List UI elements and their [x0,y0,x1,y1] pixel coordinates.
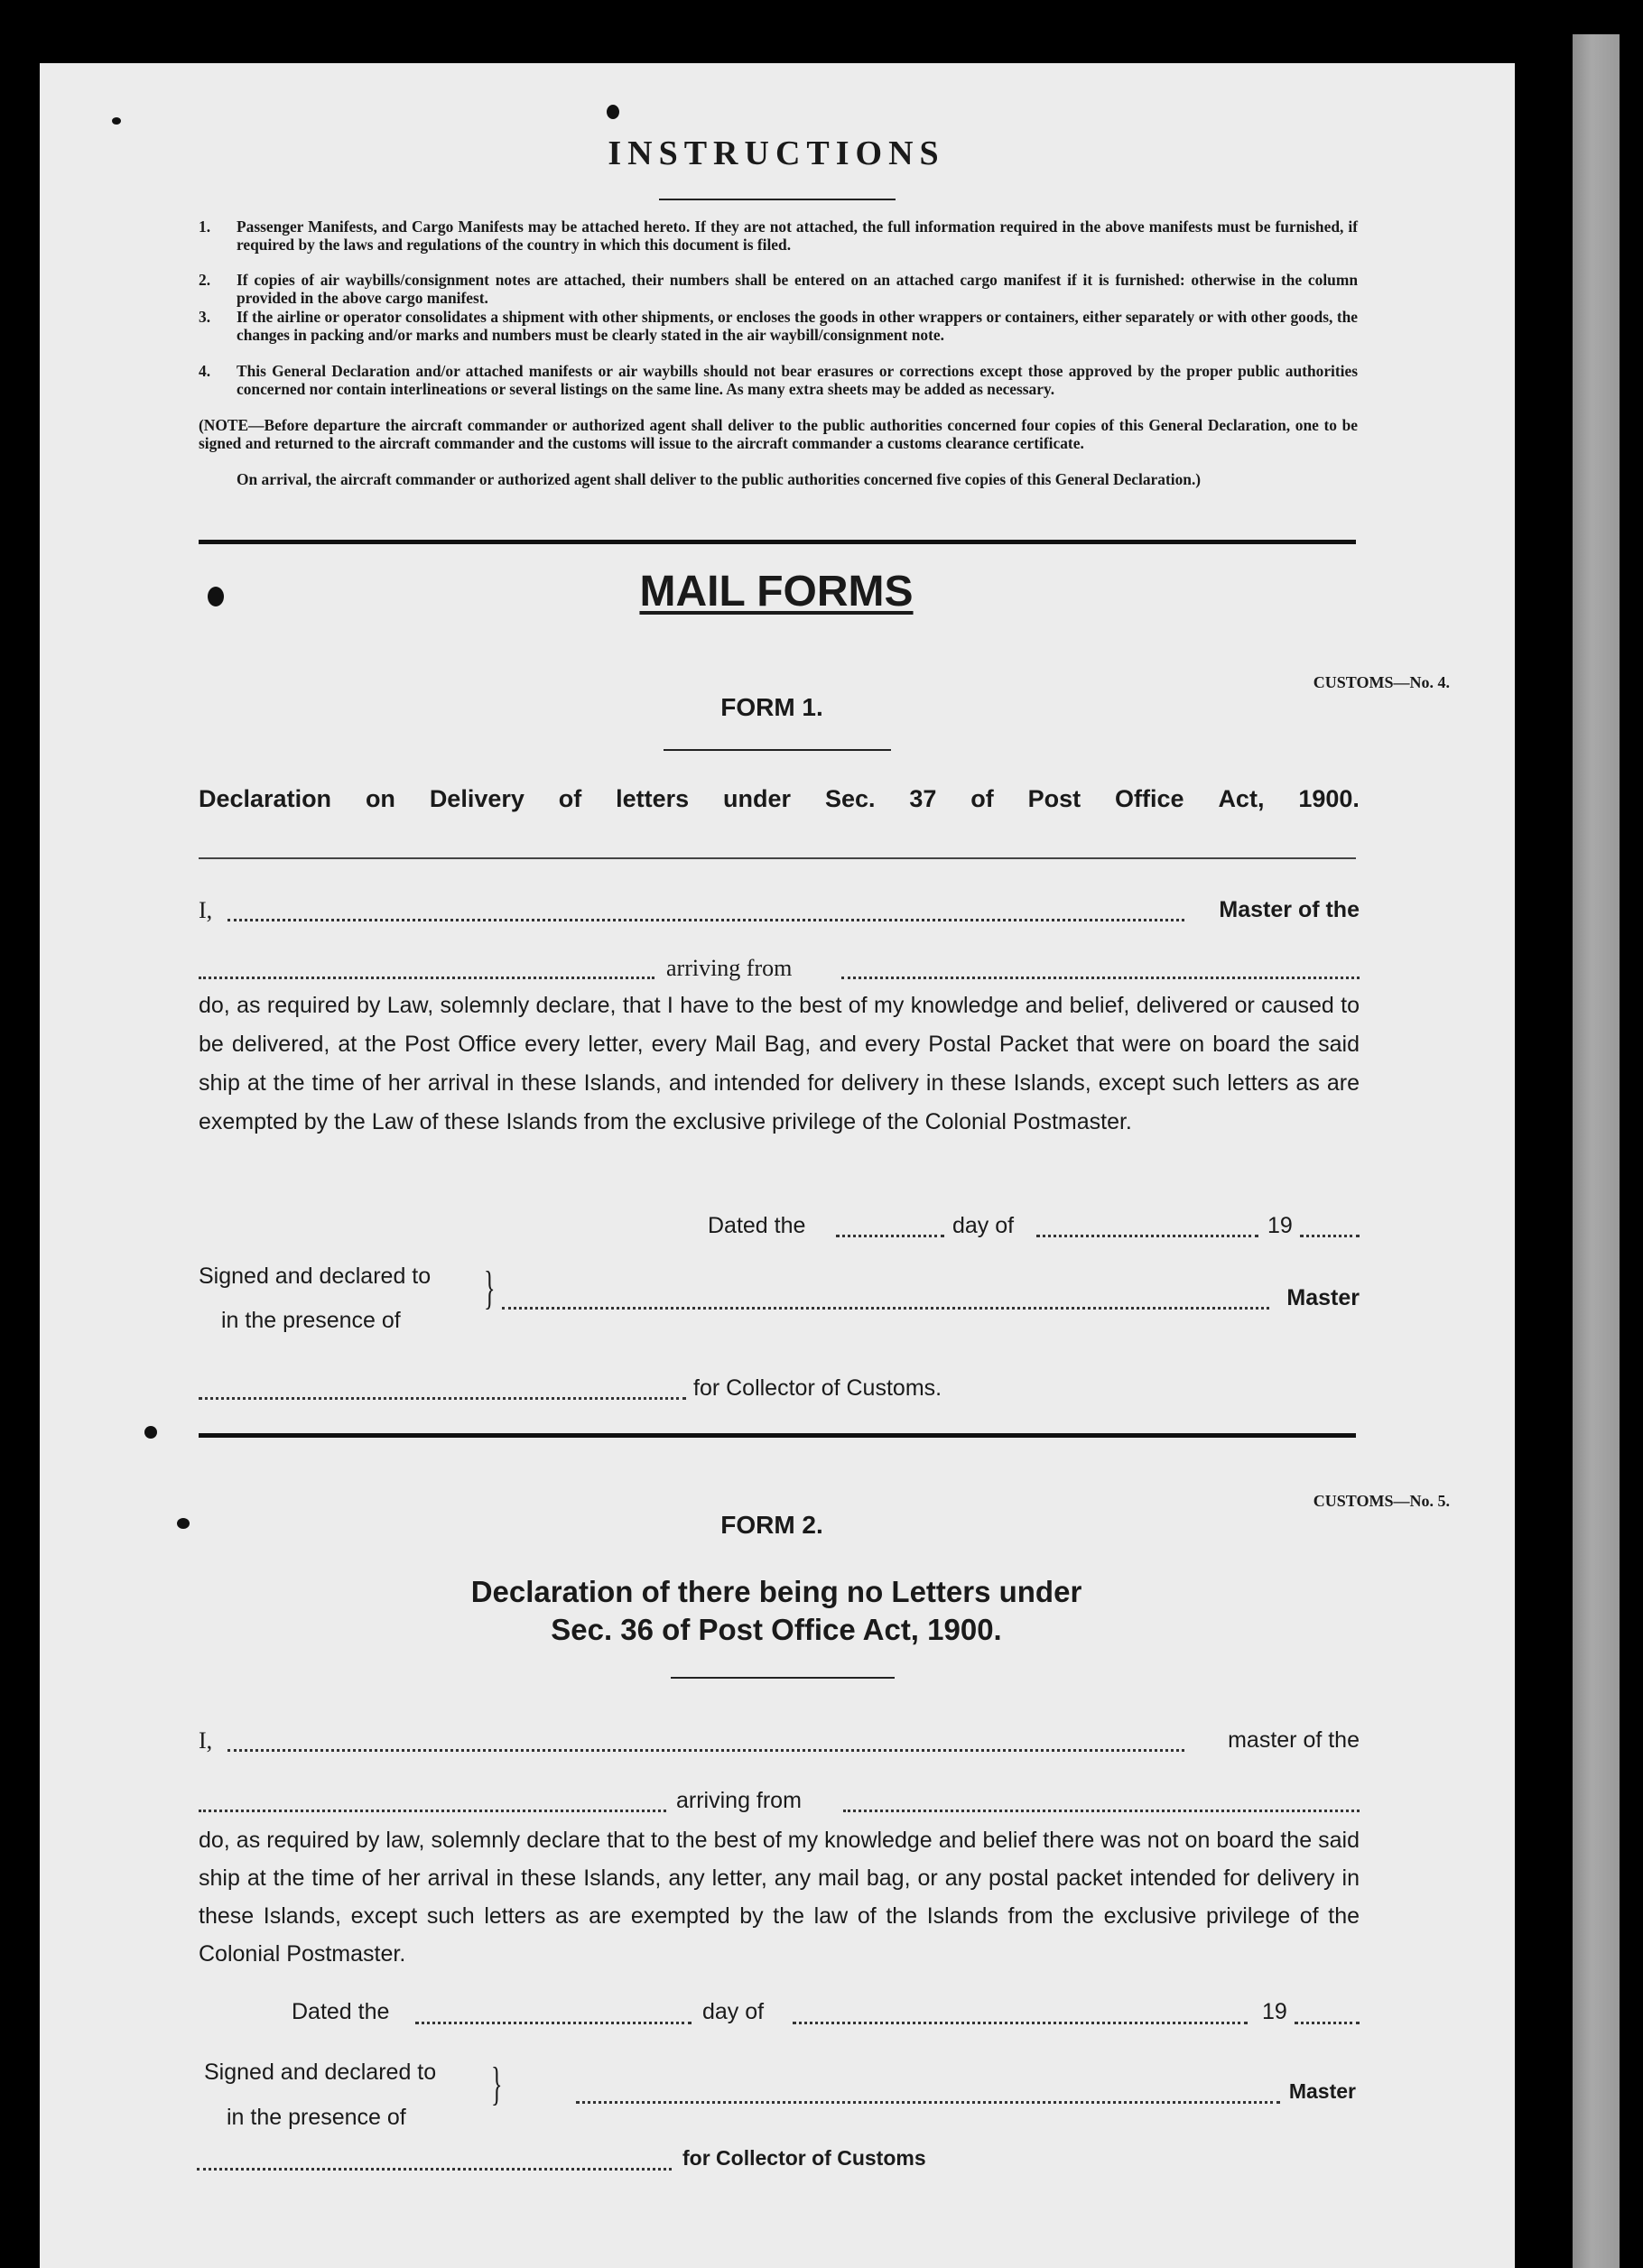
form1-heading-word: under [723,785,792,812]
scan-speck [208,587,224,606]
form2-master-signature-field[interactable] [576,2101,1280,2104]
form1-customs-number: CUSTOMS—No. 4. [1313,673,1450,691]
form1-heading-word: of [558,785,582,812]
form2-title-rule [671,1677,895,1679]
form1-heading-word: Sec. [824,785,876,812]
form1-heading-word: Declaration [199,785,332,812]
form1-heading-word: Act, [1218,785,1265,812]
form1-heading-word: 1900. [1298,785,1360,812]
form1-title-rule [664,749,891,751]
form1-master-signature-field[interactable] [502,1307,1269,1310]
form2-heading-line-1: Declaration of there being no Letters under [470,1575,1082,1608]
form1-in-presence-of: in the presence of [221,1308,401,1333]
section-divider [199,540,1356,544]
scan-speck [112,117,121,125]
form1-heading-word: letters [616,785,690,812]
title-underline [659,199,896,200]
form1-declaration-paragraph: do, as required by Law, solemnly declare, that I have to the best of my knowledge and belief, delivered or caused to be delivered, at the Post Office every letter, every Mail Bag, and every Postal Packet that were on board the said ship at the time of her arrival in these Islands, and intended for delivery in these Islands, except such letters as are exempted by the Law of these Islands from the exclusive privilege of the Colonial Postmaster. [199,993,1360,1134]
form1-year-prefix: 19 [1267,1213,1293,1238]
form2-collector-signature-field[interactable] [197,2168,672,2171]
form1-name-field[interactable] [227,919,1184,921]
instruction-item-2: 2. If copies of air waybills/consignment notes are attached, their numbers shall be entered on an attached cargo manifest if it is furnished: otherwise in the column provided in the above cargo manifest. [199,271,1358,307]
form1-year-field[interactable] [1300,1235,1360,1237]
form2-arriving-from: arriving from [676,1788,802,1813]
form1-signed-declared: Signed and declared to [199,1264,432,1289]
mail-forms-title: MAIL FORMS [639,568,914,616]
form2-month-field[interactable] [793,2022,1248,2024]
form2-i-label: I, [199,1727,213,1754]
scan-speck [144,1426,157,1439]
form2-name-field[interactable] [227,1749,1184,1752]
instruction-note: (NOTE—Before departure the aircraft commander or authorized agent shall deliver to the public authorities concerned four copies of this General Declaration, one to be signed and returned to the aircraft commander and the customs will issue to the aircraft commander a customs clearance certificate. [199,416,1358,452]
form1-for-collector: for Collector of Customs. [693,1375,942,1401]
form1-master-label: Master [1286,1285,1360,1310]
form1-month-field[interactable] [1036,1235,1258,1237]
form1-heading-word: Post [1027,785,1081,812]
scan-speck [607,105,619,119]
instruction-item-3: 3. If the airline or operator consolidates a shipment with other shipments, or encloses the goods in other wrappers or containers, either separately or with other goods, the changes in packing and/or marks and numbers must be clearly stated in the air waybill/consignment note. [199,308,1358,344]
form2-brace: } [491,2059,503,2110]
form1-heading-word: on [365,785,395,812]
form2-year-field[interactable] [1295,2022,1360,2024]
form2-day-of: day of [702,1999,765,2024]
form2-master-label: Master [1288,2079,1356,2103]
form2-dated-the: Dated the [292,1999,390,2024]
form2-heading-line-2: Sec. 36 of Post Office Act, 1900. [551,1613,1002,1646]
form1-title: FORM 1. [720,693,823,721]
instructions-title: INSTRUCTIONS [608,134,945,172]
form1-heading-word: 37 [909,785,937,812]
form1-brace: } [484,1263,496,1314]
adjacent-page-edge [1573,34,1620,2268]
form2-year-prefix: 19 [1262,1999,1287,2024]
form1-arriving-from: arriving from [666,955,793,981]
form2-signed-declared: Signed and declared to [204,2060,437,2085]
form2-for-collector: for Collector of Customs [682,2146,926,2170]
form1-collector-signature-field[interactable] [199,1397,686,1400]
instruction-note-arrival: On arrival, the aircraft commander or authorized agent shall deliver to the public authorities concerned five copies of this General Declaration.) [237,470,1202,488]
form1-origin-field[interactable] [841,977,1360,979]
form2-ship-field[interactable] [199,1810,666,1812]
form1-heading-word: Delivery [429,785,524,812]
form1-dated-the: Dated the [708,1213,806,1238]
form-divider [199,1433,1356,1438]
form2-in-presence-of: in the presence of [227,2105,406,2130]
instruction-item-4: 4. This General Declaration and/or attached manifests or air waybills should not bear erasures or corrections except those approved by the proper public authorities concerned nor contain interlineations or several listings on the same line. As many extra sheets may be added as necessary. [199,362,1358,398]
form1-master-of-the: Master of the [1219,897,1360,922]
form1-heading [199,785,1360,813]
scan-speck [177,1518,190,1529]
form2-customs-number: CUSTOMS—No. 5. [1313,1492,1450,1510]
form1-ship-field[interactable] [199,977,654,979]
form2-declaration-paragraph: do, as required by law, solemnly declare that to the best of my knowledge and belief there was not on board the said ship at the time of her arrival in these Islands, any letter, any mail bag, or any postal packet intended for delivery in these Islands, except such letters as are exempted by the law of the Islands from the exclusive privilege of the Colonial Postmaster. [199,1828,1360,1967]
form1-heading-word: of [970,785,994,812]
form1-day-of: day of [952,1213,1015,1238]
instruction-item-1: 1. Passenger Manifests, and Cargo Manifests may be attached hereto. If they are not attached, the full information required in the above manifests must be furnished, if required by the laws and regulations of the country in which this document is filed. [199,218,1358,254]
form1-day-field[interactable] [836,1235,944,1237]
form2-master-of-the: master of the [1228,1727,1360,1753]
form1-heading-rule [199,857,1356,859]
form2-title: FORM 2. [720,1511,823,1539]
form2-origin-field[interactable] [843,1810,1360,1812]
form2-day-field[interactable] [415,2022,692,2024]
form1-i-label: I, [199,897,213,923]
form1-heading-word: Office [1115,785,1184,812]
